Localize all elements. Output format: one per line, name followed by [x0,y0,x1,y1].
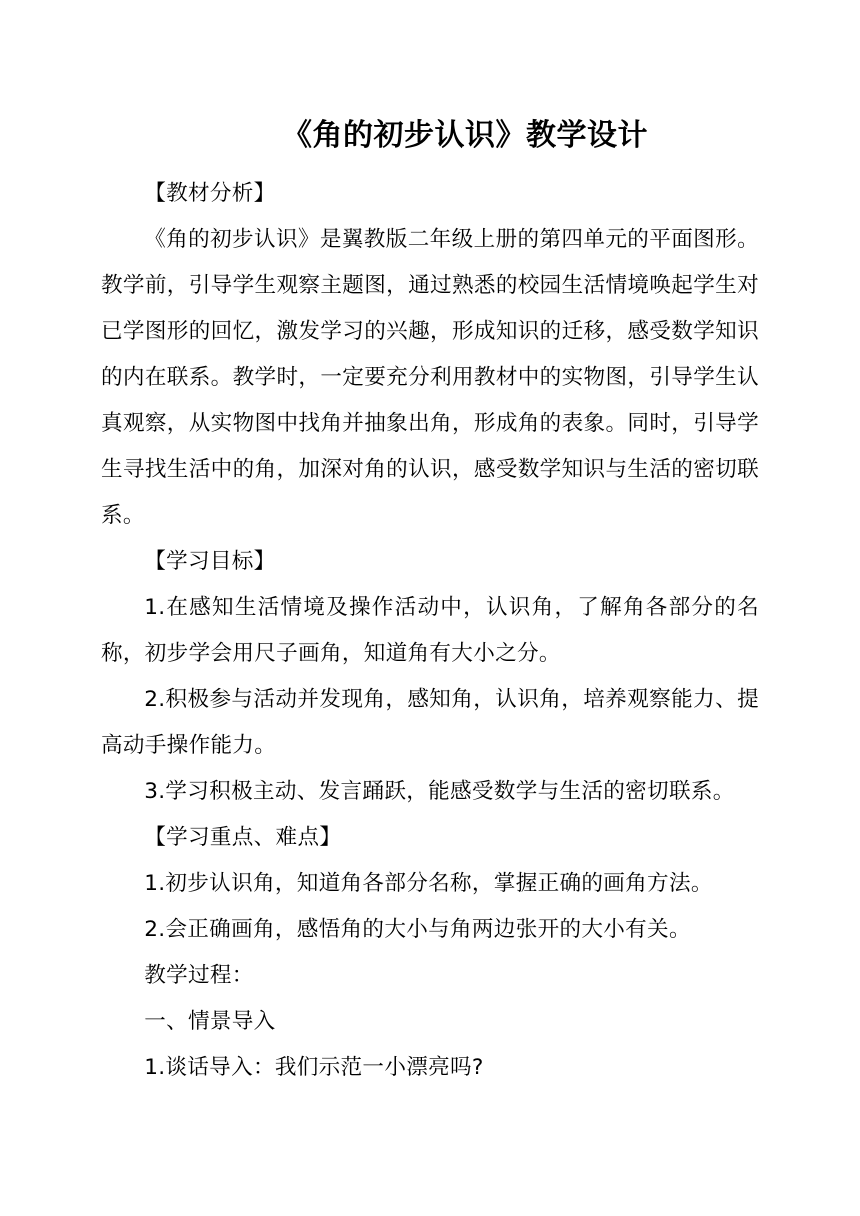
document-body [101,171,759,1091]
section-heading-teaching-process: 教学过程： [144,963,254,988]
paragraph-key-point-1: 1.初步认识角，知道角各部分名称，掌握正确的画角方法。 [144,871,713,896]
section-heading-textbook-analysis: 【教材分析】 [144,181,276,206]
paragraph-talk-intro: 1.谈话导入：我们示范一小漂亮吗? [144,1055,484,1080]
paragraph-goal-3: 3.学习积极主动、发言踊跃，能感受数学与生活的密切联系。 [144,779,735,804]
paragraph-textbook-analysis: 《角的初步认识》是翼教版二年级上册的第四单元的平面图形。教学前，引导学生观察主题图，通过熟悉的校园生活情境唤起学生对已学图形的回忆，激发学习的兴趣，形成知识的迁移，感受数学知识的内在联系。教学时，一定要充分利用教材中的实物图，引导学生认真观察，从实物图中找角并抽象出角，形成角的表象。同时，引导学生寻找生活中的角，加深对角的认识，感受数学知识与生活的密切联系。 [101,227,759,528]
paragraph-goal-1: 1.在感知生活情境及操作活动中，认识角，了解角各部分的名称，初步学会用尺子画角，知道角有大小之分。 [101,595,759,666]
section-heading-key-points: 【学习重点、难点】 [144,825,342,850]
document-title: 《角的初步认识》教学设计 [282,118,648,153]
paragraph-goal-2: 2.积极参与活动并发现角，感知角，认识角，培养观察能力、提高动手操作能力。 [101,687,759,758]
paragraph-key-point-2: 2.会正确画角，感悟角的大小与角两边张开的大小有关。 [144,917,691,942]
section-heading-scene-intro: 一、情景导入 [144,1009,276,1034]
section-heading-learning-goals: 【学习目标】 [144,549,276,574]
